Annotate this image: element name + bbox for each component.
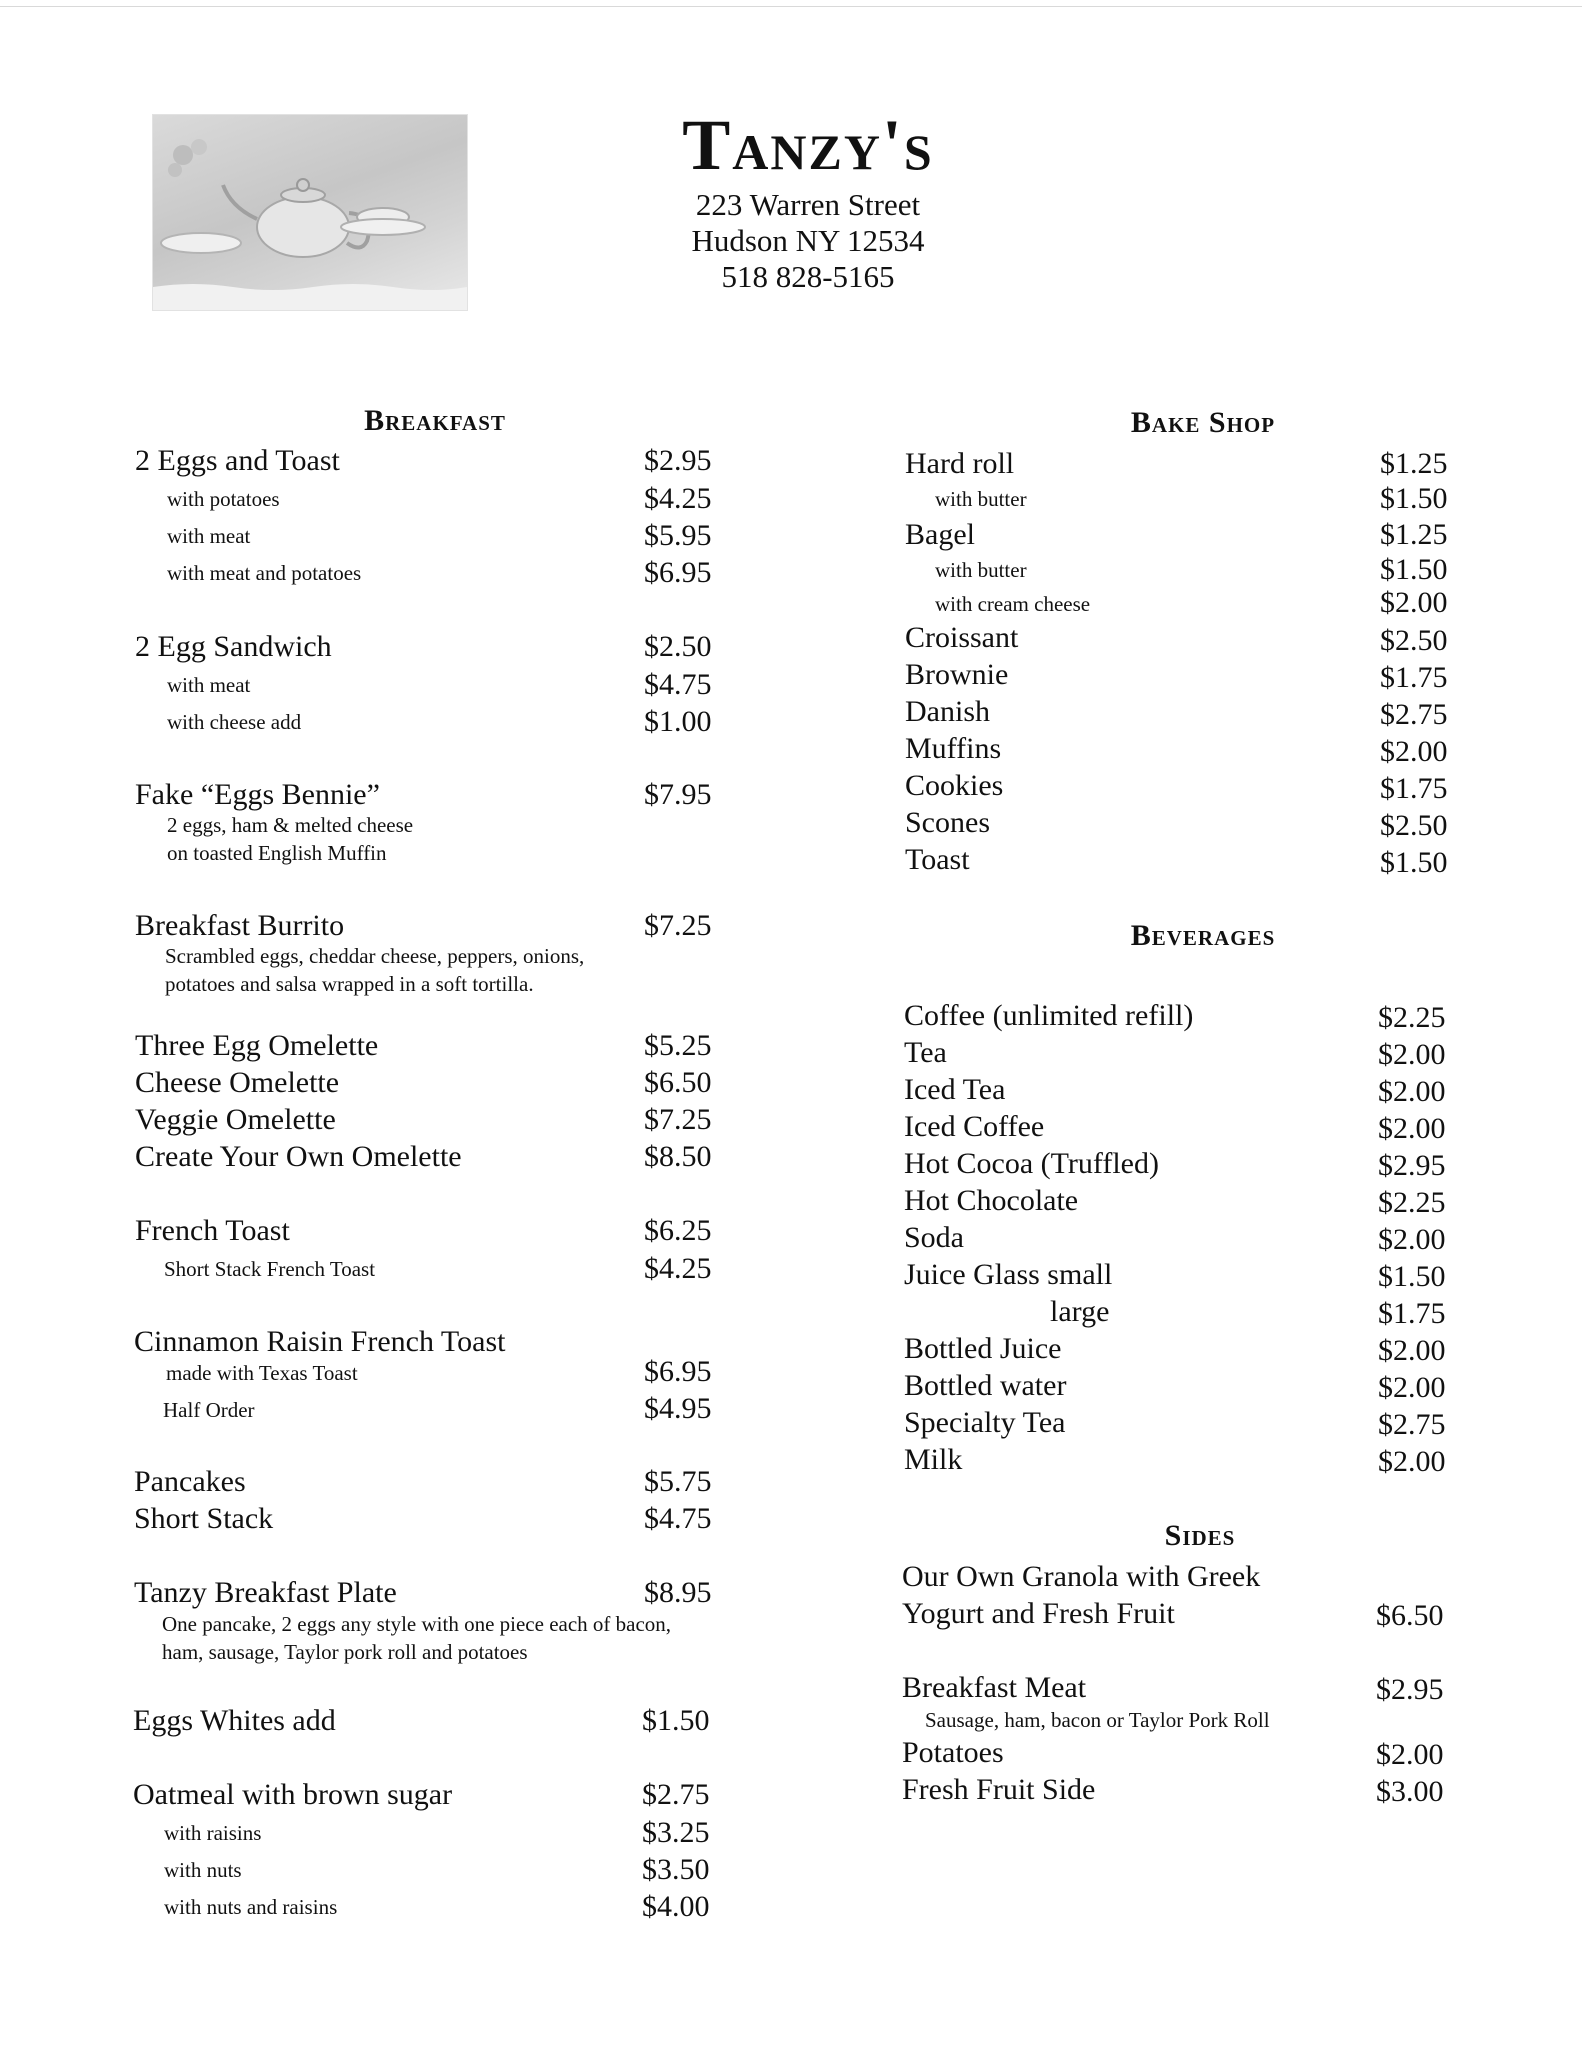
menu-price: $1.50	[1380, 553, 1448, 586]
menu-price: $7.25	[644, 1103, 712, 1136]
menu-price: $2.95	[1376, 1673, 1444, 1706]
address-city: Hudson NY 12534	[691, 223, 925, 258]
menu-price: $8.95	[644, 1576, 712, 1609]
menu-price: $2.00	[1378, 1334, 1446, 1367]
menu-price: $1.00	[644, 705, 712, 738]
menu-item-option: with potatoes	[167, 487, 280, 511]
menu-price: $7.25	[644, 909, 712, 942]
menu-price: $2.00	[1378, 1223, 1446, 1256]
menu-item: Muffins	[905, 732, 1002, 765]
menu-item-option: with nuts and raisins	[164, 1895, 338, 1919]
menu-price: $2.95	[644, 444, 712, 477]
menu-price: $6.50	[644, 1066, 712, 1099]
menu-price: $3.00	[1376, 1775, 1444, 1808]
menu-item-option: with raisins	[164, 1821, 262, 1845]
menu-price: $2.00	[1380, 735, 1448, 768]
menu-price: $6.50	[1376, 1599, 1444, 1632]
menu-price: $3.50	[642, 1853, 710, 1886]
beverages-heading: Beverages	[1130, 919, 1276, 952]
menu-price: $5.25	[644, 1029, 712, 1062]
menu-item: Breakfast Burrito	[135, 909, 345, 942]
menu-item-option: with cheese add	[167, 710, 302, 734]
menu-price: $2.00	[1378, 1038, 1446, 1071]
menu-price: $1.50	[1378, 1260, 1446, 1293]
menu-item-option: with meat	[167, 524, 251, 548]
menu-item: Brownie	[905, 658, 1009, 691]
menu-item: Three Egg Omelette	[135, 1029, 379, 1062]
menu-item-option: with butter	[935, 487, 1027, 511]
menu-price: $4.00	[642, 1890, 710, 1923]
menu-price: $4.75	[644, 1502, 712, 1535]
bake-shop-heading: Bake Shop	[1130, 406, 1276, 439]
menu-price: $7.95	[644, 778, 712, 811]
menu-price: $5.95	[644, 519, 712, 552]
menu-item: Cookies	[905, 769, 1004, 802]
teapot-illustration-icon	[153, 115, 467, 310]
menu-price: $6.95	[644, 556, 712, 589]
menu-price: $2.00	[1376, 1738, 1444, 1771]
menu-price: $4.25	[644, 1252, 712, 1285]
phone-number: 518 828-5165	[721, 259, 895, 294]
sides-heading: Sides	[1164, 1519, 1236, 1552]
menu-item: Croissant	[905, 621, 1019, 654]
menu-price: $2.75	[1380, 698, 1448, 731]
menu-item: Coffee (unlimited refill)	[904, 999, 1194, 1032]
menu-item-description: One pancake, 2 eggs any style with one piece each of bacon,	[162, 1612, 672, 1636]
menu-item: Specialty Tea	[904, 1406, 1066, 1439]
menu-item: Bottled Juice	[904, 1332, 1062, 1365]
menu-item: Cheese Omelette	[135, 1066, 340, 1099]
menu-item-description: Scrambled eggs, cheddar cheese, peppers, onions,	[165, 944, 585, 968]
menu-item: Cinnamon Raisin French Toast	[134, 1325, 506, 1358]
menu-item: Scones	[905, 806, 990, 839]
menu-item: 2 Eggs and Toast	[135, 444, 340, 477]
menu-price: $4.25	[644, 482, 712, 515]
menu-item: Danish	[905, 695, 990, 728]
menu-item: Fake “Eggs Bennie”	[135, 778, 380, 811]
menu-item-option: with meat and potatoes	[167, 561, 362, 585]
menu-item: Bagel	[905, 518, 975, 551]
menu-item: Veggie Omelette	[135, 1103, 336, 1136]
menu-price: $6.95	[644, 1355, 712, 1388]
menu-item: Breakfast Meat	[902, 1671, 1087, 1704]
menu-item-description: ham, sausage, Taylor pork roll and potatoes	[162, 1640, 528, 1664]
menu-price: $2.50	[644, 630, 712, 663]
menu-price: $2.00	[1378, 1112, 1446, 1145]
menu-item: 2 Egg Sandwich	[135, 630, 332, 663]
restaurant-name: Tanzy's	[682, 105, 934, 185]
menu-price: $2.25	[1378, 1001, 1446, 1034]
menu-item: Hard roll	[905, 447, 1015, 480]
menu-price: $2.00	[1380, 586, 1448, 619]
menu-price: $2.25	[1378, 1186, 1446, 1219]
menu-item: Tea	[904, 1036, 947, 1069]
menu-price: $2.50	[1380, 809, 1448, 842]
menu-price: $4.95	[644, 1392, 712, 1425]
menu-item: Iced Coffee	[904, 1110, 1045, 1143]
menu-item-option: with nuts	[164, 1858, 242, 1882]
menu-price: $1.50	[642, 1704, 710, 1737]
menu-item-option: Half Order	[163, 1398, 255, 1422]
restaurant-header	[560, 105, 1056, 295]
menu-item: Iced Tea	[904, 1073, 1006, 1106]
menu-price: $6.25	[644, 1214, 712, 1247]
menu-item: Our Own Granola with Greek	[902, 1560, 1261, 1593]
menu-item-option: Short Stack French Toast	[164, 1257, 376, 1281]
menu-item: Fresh Fruit Side	[902, 1773, 1096, 1806]
menu-item-option: made with Texas Toast	[166, 1361, 358, 1385]
breakfast-heading: Breakfast	[364, 404, 506, 437]
scan-edge-line	[0, 6, 1582, 7]
menu-item: Potatoes	[902, 1736, 1004, 1769]
menu-price: $5.75	[644, 1465, 712, 1498]
menu-item: French Toast	[135, 1214, 290, 1247]
menu-item: Hot Chocolate	[904, 1184, 1079, 1217]
menu-price: $4.75	[644, 668, 712, 701]
address-street: 223 Warren Street	[695, 187, 921, 222]
menu-item: Bottled water	[904, 1369, 1067, 1402]
menu-item-description: potatoes and salsa wrapped in a soft tortilla.	[165, 972, 534, 996]
menu-price: $2.75	[642, 1778, 710, 1811]
menu-item: Short Stack	[134, 1502, 274, 1535]
menu-item: Milk	[904, 1443, 963, 1476]
menu-price: $1.50	[1380, 482, 1448, 515]
menu-price: $8.50	[644, 1140, 712, 1173]
menu-item: Soda	[904, 1221, 964, 1254]
teapot-still-life-image	[152, 114, 468, 311]
menu-price: $1.75	[1378, 1297, 1446, 1330]
menu-item: Create Your Own Omelette	[135, 1140, 462, 1173]
menu-price: $1.75	[1380, 661, 1448, 694]
menu-price: $2.00	[1378, 1445, 1446, 1478]
menu-price: $2.00	[1378, 1371, 1446, 1404]
menu-price: $1.25	[1380, 447, 1448, 480]
menu-item-description: 2 eggs, ham & melted cheese	[167, 813, 414, 837]
menu-price: $2.75	[1378, 1408, 1446, 1441]
menu-item: Juice Glass small	[904, 1258, 1113, 1291]
menu-item: Hot Cocoa (Truffled)	[904, 1147, 1159, 1180]
menu-item-option: with cream cheese	[935, 592, 1091, 616]
menu-item-option: with meat	[167, 673, 251, 697]
menu-item: Yogurt and Fresh Fruit	[902, 1597, 1175, 1630]
menu-item-option: large	[1050, 1295, 1110, 1328]
menu-price: $2.00	[1378, 1075, 1446, 1108]
menu-item: Tanzy Breakfast Plate	[134, 1576, 397, 1609]
menu-item: Eggs Whites add	[133, 1704, 336, 1737]
menu-price: $1.75	[1380, 772, 1448, 805]
menu-price: $2.95	[1378, 1149, 1446, 1182]
menu-item-description: Sausage, ham, bacon or Taylor Pork Roll	[925, 1708, 1270, 1732]
menu-price: $1.50	[1380, 846, 1448, 879]
menu-item: Pancakes	[134, 1465, 246, 1498]
menu-item: Toast	[905, 843, 970, 876]
menu-price: $1.25	[1380, 518, 1448, 551]
menu-price: $3.25	[642, 1816, 710, 1849]
menu-price: $2.50	[1380, 624, 1448, 657]
menu-item: Oatmeal with brown sugar	[133, 1778, 453, 1811]
menu-item-option: with butter	[935, 558, 1027, 582]
menu-item-description: on toasted English Muffin	[167, 841, 387, 865]
